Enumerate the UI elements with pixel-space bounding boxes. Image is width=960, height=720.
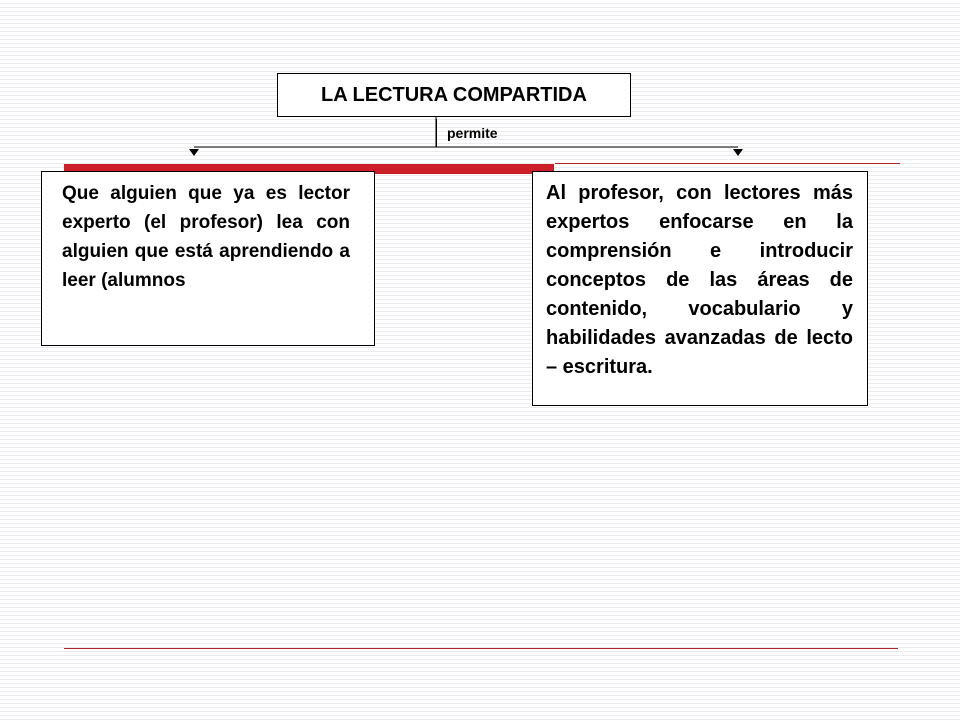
right-node-text: Al profesor, con lectores más expertos enfocarse en la comprensión e introducir conceptos de las áreas de contenido, vocabulario y habilidades avanzadas de lecto – escritura. bbox=[546, 182, 853, 378]
title-node bbox=[277, 73, 631, 117]
link-label: permite bbox=[436, 119, 520, 147]
title-text: LA LECTURA COMPARTIDA bbox=[321, 83, 587, 106]
left-node-text: Que alguien que ya es lector experto (el profesor) lea con alguien que está aprendiendo a leer (alumnos bbox=[62, 183, 350, 291]
left-node bbox=[41, 171, 375, 346]
right-node bbox=[532, 171, 868, 406]
arrowhead-left bbox=[189, 149, 199, 156]
arrowhead-right bbox=[733, 149, 743, 156]
